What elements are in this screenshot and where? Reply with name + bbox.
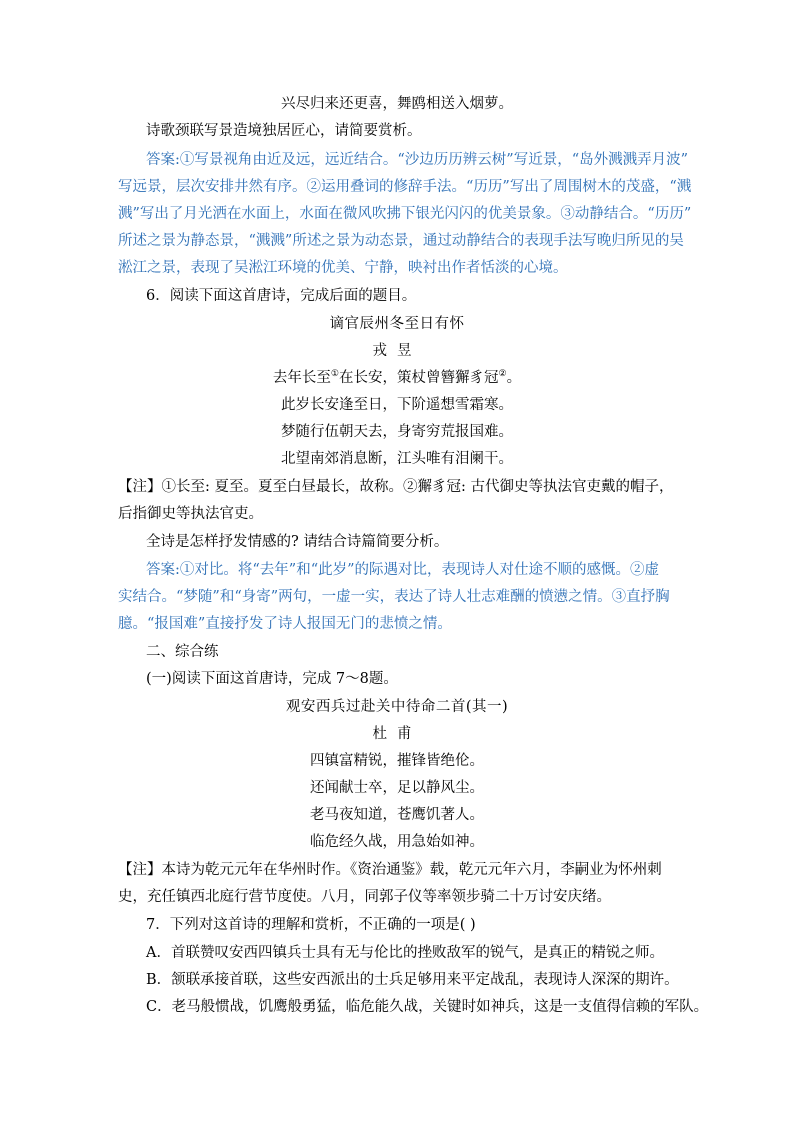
section-sub-instruction: (一)阅读下面这首唐诗，完成 7～8题。 — [146, 671, 398, 687]
q5-answer-line-2: 写远景，层次安排井然有序。②运用叠词的修辞手法。“历历”写出了周围树木的茂盛，“溅 — [118, 179, 692, 195]
q5-answer-line-5: 淞江之景，表现了吴淞江环境的优美、宁静，映衬出作者恬淡的心境。 — [118, 260, 568, 276]
q7-option-c: C．老马般惯战，饥鹰般勇猛，临危能久战，关键时如神兵，这是一支值得信赖的军队。 — [146, 999, 709, 1015]
poem-last-line: 兴尽归来还更喜，舞鸥相送入烟萝。 — [281, 96, 513, 112]
s2-poem-title: 观安西兵过赴关中待命二首(其一) — [285, 699, 509, 715]
q6-question: 全诗是怎样抒发情感的? 请结合诗篇简要分析。 — [146, 534, 449, 550]
q5-question: 诗歌颈联写景造境独居匠心，请简要赏析。 — [146, 123, 422, 139]
q6-poem-line-3: 梦随行伍朝天去，身寄穷荒报国难。 — [281, 424, 513, 440]
s2-note-line-2: 史，充任镇西北庭行营节度使。八月，同郭子仪等率领步骑二十万讨安庆绪。 — [118, 889, 611, 905]
q5-answer-line-1: 答案:①写景视角由近及远，远近结合。“沙边历历辨云树”写近景，“岛外溅溅弄月波” — [146, 152, 689, 168]
s2-poem-line-4: 临危经久战，用急始如神。 — [310, 834, 484, 850]
s2-poem-author: 杜甫 — [372, 726, 422, 742]
q5-answer-line-4: 所述之景为静态景，“溅溅”所述之景为动态景，通过动静结合的表现手法写晚归所见的吴 — [118, 233, 684, 249]
q6-answer-line-2: 实结合。“梦随”和“身寄”两句，一虚一实，表达了诗人壮志难酬的愤懑之情。③直抒胸 — [118, 589, 670, 605]
s2-poem-line-1: 四镇富精锐，摧锋皆绝伦。 — [310, 753, 484, 769]
q6-poem-line-1: 去年长至①在长安，策杖曾簪獬豸冠②。 — [272, 369, 522, 386]
q6-answer-line-3: 臆。“报国难”直接抒发了诗人报国无门的悲愤之情。 — [118, 616, 452, 632]
q5-answer-line-3: 溅”写出了月光洒在水面上，水面在微风吹拂下银光闪闪的优美景象。③动静结合。“历历” — [118, 206, 692, 222]
q6-poem-author: 戎昱 — [372, 343, 422, 359]
q6-note-line-1: 【注】①长至: 夏至。夏至白昼最长，故称。②獬豸冠: 古代御史等执法官吏戴的帽子， — [118, 479, 674, 495]
q6-poem-line-4: 北望南郊消息断，江头唯有泪阑干。 — [281, 451, 513, 467]
section-heading: 二、综合练 — [146, 644, 219, 660]
q6-instruction: 6．阅读下面这首唐诗，完成后面的题目。 — [146, 288, 417, 304]
q7-option-b: B．颔联承接首联，这些安西派出的士兵足够用来平定战乱，表现诗人深深的期许。 — [146, 972, 679, 988]
q6-answer-line-1: 答案:①对比。将“去年”和“此岁”的际遇对比，表现诗人对仕途不顺的感慨。②虚 — [146, 562, 660, 578]
s2-poem-line-2: 还闻献士卒，足以静风尘。 — [310, 780, 484, 796]
q7-option-a: A．首联赞叹安西四镇兵士具有无与伦比的挫败敌军的锐气，是真正的精锐之师。 — [146, 945, 664, 961]
answer-label: 答案: — [146, 152, 180, 168]
q6-note-line-2: 后指御史等执法官吏。 — [118, 506, 263, 522]
q7-stem: 7．下列对这首诗的理解和赏析，不正确的一项是( ) — [146, 917, 476, 933]
q6-poem-title: 谪官辰州冬至日有怀 — [329, 316, 465, 332]
q6-poem-line-2: 此岁长安逢至日，下阶遥想雪霜寒。 — [281, 397, 513, 413]
s2-poem-line-3: 老马夜知道，苍鹰饥著人。 — [310, 807, 484, 823]
s2-note-line-1: 【注】本诗为乾元元年在华州时作。《资治通鉴》载，乾元元年六月，李嗣业为怀州刺 — [118, 862, 662, 878]
answer-label: 答案: — [146, 562, 180, 578]
